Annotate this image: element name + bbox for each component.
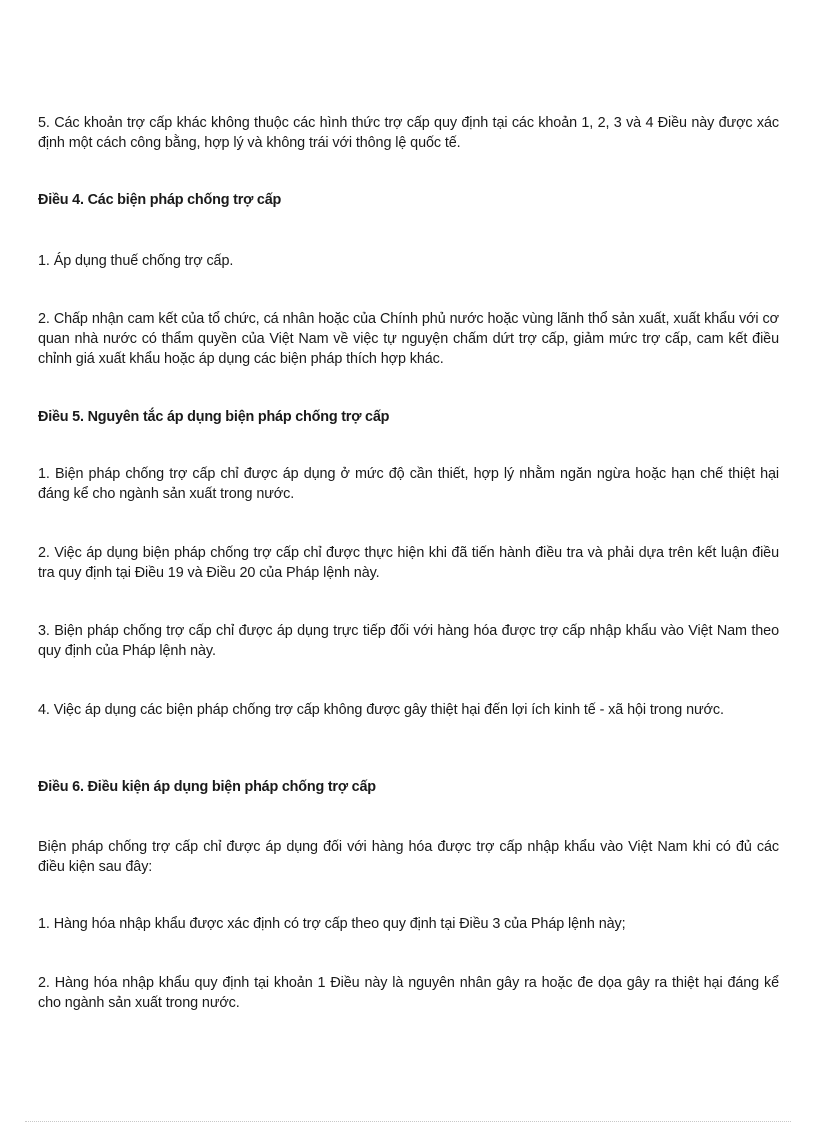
- paragraph-article4-clause1: 1. Áp dụng thuế chống trợ cấp.: [38, 253, 234, 269]
- paragraph-article5-clause1: 1. Biện pháp chống trợ cấp chỉ được áp dụng ở mức độ cần thiết, hợp lý nhằm ngăn ngừa hoặc hạn chế thiệt hại đáng kể cho ngành sản xuất trong nước.: [38, 466, 779, 502]
- paragraph-article4-clause2: 2. Chấp nhận cam kết của tổ chức, cá nhân hoặc của Chính phủ nước hoặc vùng lãnh thổ sản xuất, xuất khẩu với cơ quan nhà nước có thẩm quyền của Việt Nam về việc tự nguyện chấm dứt trợ cấp, giảm mức trợ cấp, cam kết điều chỉnh giá xuất khẩu hoặc áp dụng các biện pháp thích hợp khác.: [38, 311, 779, 367]
- page-bottom-divider: [25, 1121, 791, 1122]
- paragraph-article5-clause2: 2. Việc áp dụng biện pháp chống trợ cấp chỉ được thực hiện khi đã tiến hành điều tra và phải dựa trên kết luận điều tra quy định tại Điều 19 và Điều 20 của Pháp lệnh này.: [38, 545, 779, 581]
- document-page: [38, 0, 779, 1123]
- paragraph-article5-clause3: 3. Biện pháp chống trợ cấp chỉ được áp dụng trực tiếp đối với hàng hóa được trợ cấp nhập khẩu vào Việt Nam theo quy định của Pháp lệnh này.: [38, 623, 779, 659]
- heading-article-6: Điều 6. Điều kiện áp dụng biện pháp chống trợ cấp: [38, 779, 376, 795]
- heading-article-5: Điều 5. Nguyên tắc áp dụng biện pháp chống trợ cấp: [38, 409, 390, 425]
- heading-article-4: Điều 4. Các biện pháp chống trợ cấp: [38, 192, 282, 208]
- paragraph-article6-clause2: 2. Hàng hóa nhập khẩu quy định tại khoản 1 Điều này là nguyên nhân gây ra hoặc đe dọa gây ra thiệt hại đáng kể cho ngành sản xuất trong nước.: [38, 975, 779, 1011]
- paragraph-article6-clause1: 1. Hàng hóa nhập khẩu được xác định có trợ cấp theo quy định tại Điều 3 của Pháp lệnh này;: [38, 916, 626, 932]
- paragraph-article6-intro: Biện pháp chống trợ cấp chỉ được áp dụng đối với hàng hóa được trợ cấp nhập khẩu vào Việt Nam khi có đủ các điều kiện sau đây:: [38, 839, 779, 875]
- paragraph-article5-clause4: 4. Việc áp dụng các biện pháp chống trợ cấp không được gây thiệt hại đến lợi ích kinh tế - xã hội trong nước.: [38, 702, 724, 718]
- paragraph-article3-clause5: 5. Các khoản trợ cấp khác không thuộc các hình thức trợ cấp quy định tại các khoản 1, 2, 3 và 4 Điều này được xác định một cách công bằng, hợp lý và không trái với thông lệ quốc tế.: [38, 115, 779, 151]
